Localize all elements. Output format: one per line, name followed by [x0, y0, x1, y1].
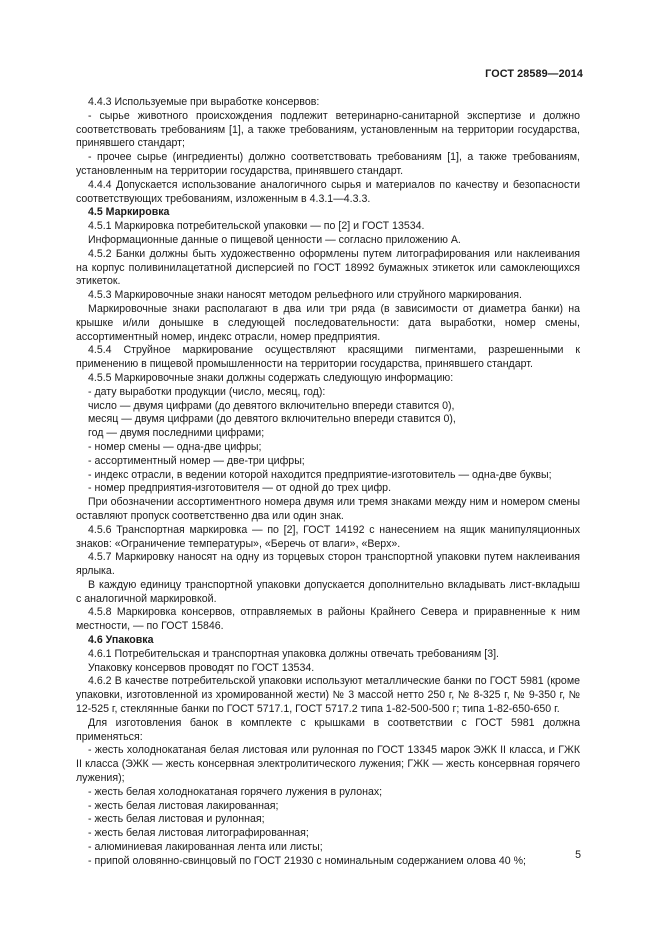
- paragraph: - дату выработки продукции (число, месяц, год):: [88, 385, 326, 398]
- paragraph: - жесть холоднокатаная белая листовая или рулонная по ГОСТ 13345 марок ЭЖК II класса, и ГЖК II класса (ЭЖК — жесть консервная электролитического лужения; ГЖК — жесть консервная горячего лужения);: [76, 744, 580, 785]
- paragraph: - ассортиментный номер — две-три цифры;: [88, 454, 305, 467]
- paragraph: Упаковку консервов проводят по ГОСТ 13534.: [88, 661, 315, 674]
- paragraph: Для изготовления банок в комплекте с крышками в соответствии с ГОСТ 5981 должна применяться:: [76, 716, 580, 743]
- paragraph: - алюминиевая лакированная лента или листы;: [88, 841, 323, 854]
- paragraph: 4.4.4 Допускается использование аналогичного сырья и материалов по качеству и безопасности соответствующих требованиям, изложенным в 4.3.1—4.3.3.: [76, 178, 580, 205]
- paragraph: При обозначении ассортиментного номера двумя или тремя знаками между ним и номером смены оставляют пропуск соответственно два или один знак.: [76, 496, 580, 522]
- paragraph: - номер предприятия-изготовителя — от одной до трех цифр.: [88, 482, 392, 495]
- section-heading: 4.5 Маркировка: [88, 206, 170, 219]
- paragraph: 4.5.5 Маркировочные знаки должны содержать следующую информацию:: [88, 371, 454, 384]
- paragraph: 4.6.2 В качестве потребительской упаковки используют металлические банки по ГОСТ 5981 (кроме упаковки, изготовленной из хромированной жести) № 3 массой нетто 250 г, № 8-325 г, № 9-350 г, № 12-525 г, стеклянные банки по ГОСТ 5717.1, ГОСТ 5717.2 типа 1-82-500-500 г; типа 1-82-650-650 г.: [76, 675, 580, 716]
- paragraph: 4.5.3 Маркировочные знаки наносят методом рельефного или струйного маркирования.: [88, 289, 522, 302]
- paragraph: Информационные данные о пищевой ценности — согласно приложению А.: [88, 233, 461, 246]
- paragraph: 4.5.2 Банки должны быть художественно оформлены путем литографирования или наклеивания на корпус поливинилацетатной дисперсией по ГОСТ 18992 бумажных этикеток или самоклеющихся этикеток.: [76, 247, 580, 288]
- paragraph: В каждую единицу транспортной упаковки допускается дополнительно вкладывать лист-вкладыш с аналогичной маркировкой.: [76, 578, 580, 605]
- paragraph: - индекс отрасли, в ведении которой находится предприятие-изготовитель — одна-две буквы;: [88, 468, 552, 481]
- paragraph: 4.4.3 Используемые при выработке консервов:: [88, 96, 320, 108]
- paragraph: 4.5.8 Маркировка консервов, отправляемых в районы Крайнего Севера и приравненные к ним местности, — по ГОСТ 15846.: [76, 606, 580, 633]
- paragraph: 4.5.6 Транспортная маркировка — по [2], ГОСТ 14192 с нанесением на ящик манипуляционных знаков: «Ограничение температуры», «Беречь от влаги», «Верх».: [76, 523, 580, 550]
- paragraph: - припой оловянно-свинцовый по ГОСТ 21930 с номинальным содержанием олова 40 %;: [88, 854, 526, 867]
- paragraph: - жесть белая листовая лакированная;: [88, 799, 279, 812]
- page-number: 5: [575, 849, 581, 861]
- section-heading: 4.6 Упаковка: [88, 634, 154, 647]
- paragraph: - жесть белая листовая литографированная;: [88, 827, 309, 840]
- paragraph: - сырье животного происхождения подлежит ветеринарно-санитарной экспертизе и должно соответствовать требованиям [1], а также требованиям, установленным на территории государства, принявшего стандарт;: [76, 109, 580, 150]
- document-body: [76, 96, 580, 869]
- paragraph: месяц — двумя цифрами (до девятого включительно впереди ставится 0),: [88, 413, 456, 426]
- paragraph: 4.5.4 Струйное маркирование осуществляют красящими пигментами, разрешенными к применению в пищевой промышленности на территории государства, принявшего стандарт.: [76, 344, 580, 371]
- paragraph: - прочее сырье (ингредиенты) должно соответствовать требованиям [1], а также требованиям, установленным на территории государства, принявшего стандарт.: [76, 151, 580, 177]
- paragraph: 4.6.1 Потребительская и транспортная упаковка должны отвечать требованиям [3].: [88, 647, 499, 660]
- paragraph: Маркировочные знаки располагают в два или три ряда (в зависимости от диаметра банки) на крышке и/или донышке в следующей последовательности: дата выработки, номер смены, ассортиментный номер, индекс отрасли, номер предприятия.: [76, 302, 580, 343]
- document-header: ГОСТ 28589—2014: [485, 68, 583, 80]
- paragraph: - номер смены — одна-две цифры;: [88, 440, 262, 453]
- paragraph: - жесть белая листовая и рулонная;: [88, 813, 265, 826]
- paragraph: 4.5.7 Маркировку наносят на одну из торцевых сторон транспортной упаковки путем наклеивания ярлыка.: [76, 551, 580, 578]
- paragraph: 4.5.1 Маркировка потребительской упаковки — по [2] и ГОСТ 13534.: [88, 220, 425, 233]
- paragraph: - жесть белая холоднокатаная горячего лужения в рулонах;: [88, 785, 383, 798]
- paragraph: год — двумя последними цифрами;: [88, 427, 265, 440]
- paragraph: число — двумя цифрами (до девятого включительно впереди ставится 0),: [88, 399, 455, 412]
